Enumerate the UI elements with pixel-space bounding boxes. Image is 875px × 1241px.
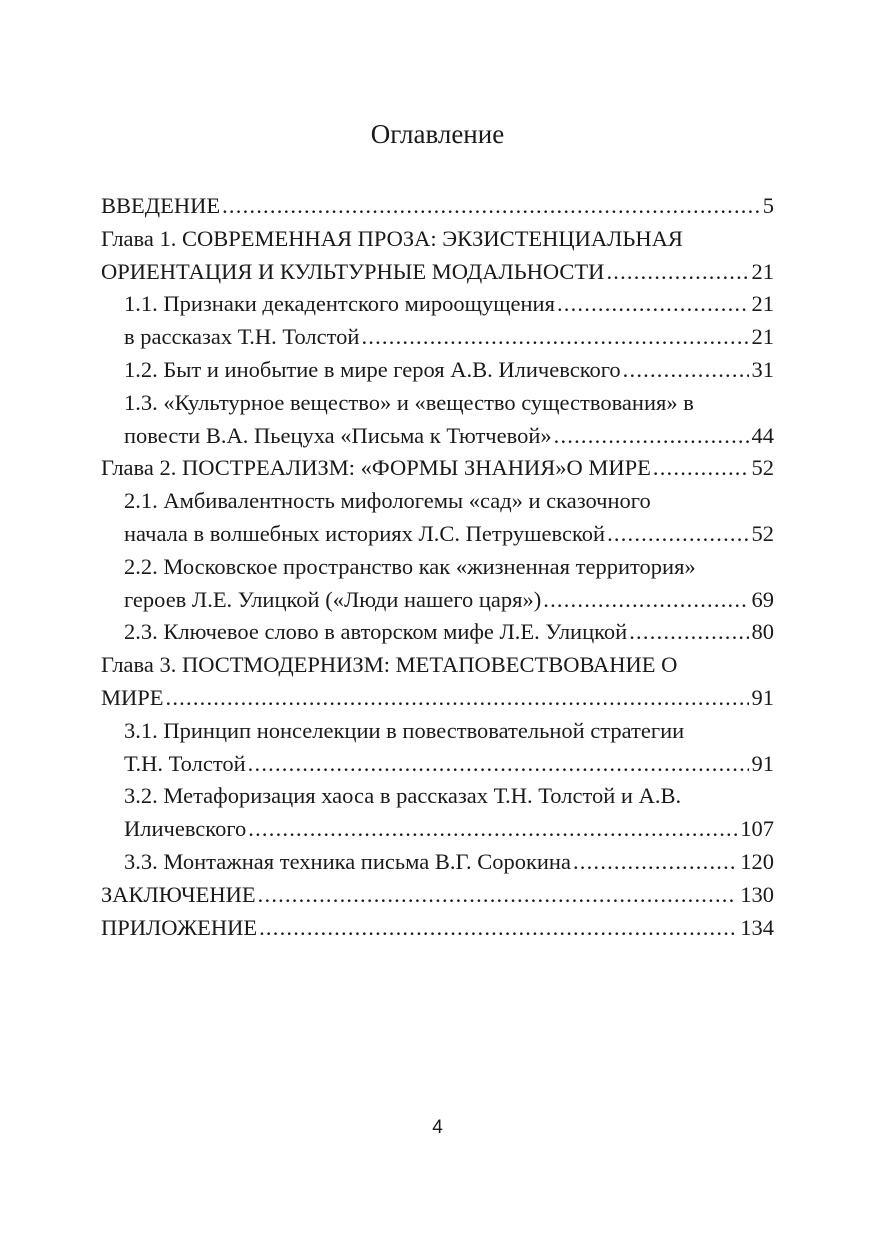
toc-dot-leader [259, 912, 737, 945]
toc-page-number: 5 [762, 193, 774, 218]
toc-entry-section-2-2-cont [101, 584, 774, 617]
toc-entry-text: ЗАКЛЮЧЕНИЕ [101, 881, 256, 907]
toc-entry-text: Глава 2. ПОСТРЕАЛИЗМ: «ФОРМЫ ЗНАНИЯ»О МИРЕ [101, 455, 651, 481]
toc-entry-section-2-2 [101, 551, 774, 584]
toc-entry-text: Иличевского [124, 816, 247, 842]
table-of-contents [101, 190, 774, 944]
toc-entry-section-2-3 [101, 616, 774, 649]
toc-dot-leader [554, 420, 749, 453]
toc-page-number: 52 [751, 455, 774, 481]
toc-entry-text: 3.3. Монтажная техника письма В.Г. Сорокина [124, 848, 571, 874]
toc-dot-leader [629, 616, 748, 649]
toc-entry-text: 3.1. Принцип нонселекции в повествовательной стратегии [124, 717, 685, 743]
toc-dot-leader [606, 256, 748, 289]
toc-entry-text: 2.1. Амбивалентность мифологемы «сад» и сказочного [124, 488, 651, 514]
page-number: 4 [432, 1117, 443, 1138]
toc-page-number: 52 [751, 520, 774, 546]
toc-page-number: 21 [751, 258, 774, 284]
toc-entry-conclusion [101, 879, 774, 912]
toc-dot-leader [258, 879, 738, 912]
toc-entry-section-1-3-cont [101, 420, 774, 453]
toc-entry-text: 2.2. Московское пространство как «жизненная территория» [124, 553, 696, 579]
toc-dot-leader [361, 321, 748, 354]
toc-page-number: 91 [751, 684, 774, 710]
toc-dot-leader [557, 288, 749, 321]
toc-entry-intro [101, 190, 774, 223]
toc-entry-text: Т.Н. Толстой [124, 750, 246, 776]
toc-entry-text: 1.1. Признаки декадентского мироощущения [124, 291, 555, 317]
toc-dot-leader [248, 813, 737, 846]
toc-entry-section-2-1 [101, 485, 774, 518]
toc-entry-text: Глава 1. СОВРЕМЕННАЯ ПРОЗА: ЭКЗИСТЕНЦИАЛЬНАЯ [101, 225, 683, 251]
toc-page-number: 44 [751, 422, 774, 448]
toc-entry-section-1-2 [101, 354, 774, 387]
toc-entry-text: 3.2. Метафоризация хаоса в рассказах Т.Н. Толстой и А.В. [124, 783, 682, 809]
toc-page-number: 107 [740, 816, 774, 842]
toc-page-number: 120 [740, 848, 774, 874]
toc-dot-leader [248, 748, 749, 781]
toc-entry-section-1-1 [101, 288, 774, 321]
toc-page-number: 69 [751, 586, 774, 612]
toc-entry-text: 2.3. Ключевое слово в авторском мифе Л.Е. Улицкой [124, 619, 628, 645]
toc-entry-section-1-1-cont [101, 321, 774, 354]
toc-entry-text: 1.3. «Культурное вещество» и «вещество существования» в [124, 389, 694, 415]
toc-dot-leader [607, 518, 748, 551]
toc-dot-leader [653, 452, 749, 485]
toc-dot-leader [166, 682, 749, 715]
toc-page-number: 21 [751, 291, 774, 317]
toc-entry-chapter-1-cont [101, 256, 774, 289]
toc-entry-section-3-3 [101, 846, 774, 879]
toc-entry-section-2-1-cont [101, 518, 774, 551]
toc-entry-text: повести В.А. Пьецуха «Письма к Тютчевой» [124, 422, 552, 448]
toc-entry-appendix [101, 912, 774, 945]
toc-entry-text: героев Л.Е. Улицкой («Люди нашего царя») [124, 586, 542, 612]
toc-dot-leader [573, 846, 737, 879]
toc-page-number: 134 [740, 914, 774, 940]
toc-entry-text: в рассказах Т.Н. Толстой [124, 324, 360, 350]
toc-dot-leader [543, 584, 748, 617]
toc-entry-text: ОРИЕНТАЦИЯ И КУЛЬТУРНЫЕ МОДАЛЬНОСТИ [101, 258, 605, 284]
toc-dot-leader [623, 354, 749, 387]
toc-entry-text: ВВЕДЕНИЕ [101, 193, 221, 218]
toc-entry-section-3-1-cont [101, 748, 774, 781]
toc-entry-chapter-2 [101, 452, 774, 485]
toc-entry-section-3-2-cont [101, 813, 774, 846]
toc-entry-section-3-1 [101, 715, 774, 748]
toc-entry-section-1-3 [101, 387, 774, 420]
toc-page-number: 80 [751, 619, 774, 645]
page-title: Оглавление [370, 119, 505, 149]
toc-entry-text: 1.2. Быт и инобытие в мире героя А.В. Иличевского [124, 356, 621, 382]
toc-entry-text: начала в волшебных историях Л.С. Петрушевской [124, 520, 606, 546]
toc-entry-section-3-2 [101, 780, 774, 813]
toc-entry-chapter-1 [101, 223, 774, 256]
toc-entry-text: ПРИЛОЖЕНИЕ [101, 914, 258, 940]
toc-page-number: 130 [740, 881, 774, 907]
toc-page-number: 21 [751, 324, 774, 350]
toc-entry-chapter-3-cont [101, 682, 774, 715]
toc-dot-leader [222, 190, 760, 223]
toc-entry-text: Глава 3. ПОСТМОДЕРНИЗМ: МЕТАПОВЕСТВОВАНИЕ О [101, 652, 678, 678]
toc-page-number: 91 [751, 750, 774, 776]
toc-entry-chapter-3 [101, 649, 774, 682]
toc-page-number: 31 [751, 356, 774, 382]
toc-entry-text: МИРЕ [101, 684, 164, 710]
